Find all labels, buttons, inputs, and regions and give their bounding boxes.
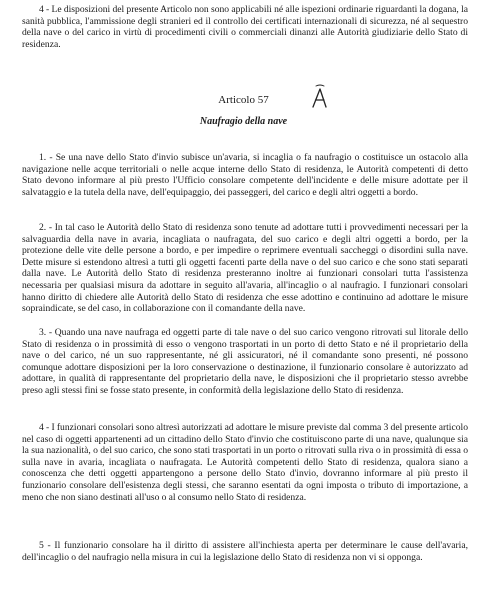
article-title: Articolo 57 (218, 94, 269, 106)
paragraph-4: 4 - I funzionari consolari sono altresì autorizzati ad adottare le misure previste dal comma 3 del presente articolo nel caso di oggetti appartenenti ad un cittadino dello Stato d'invio che costituiscono parte di una nave, qualunque sia la sua nazionalità, o del suo carico, che sono stati trasportati in un porto o ritrovati sulla riva o in prossimità di essa o sulla nave in avaria, incagliata o naufragata. Le Autorità competenti dello Stato di residenza, qualora siano a conoscenza che detti oggetti appartengono a persone dello Stato d'invio, dovranno informare al più presto il funzionario consolare dell'esistenza degli stessi, che saranno esentati da ogni imposta o tributo di importazione, a meno che non siano destinati all'uso o al consumo nello Stato di residenza. (22, 422, 468, 503)
paragraph-previous-article-4: 4 - Le disposizioni del presente Articolo non sono applicabili né alle ispezioni ordinarie riguardanti la dogana, la sanità pubblica, l'ammissione degli stranieri ed il controllo dei certificati internazionali di sicurezza, né al sequestro della nave o del carico in virtù di procedimenti civili o commerciali dinanzi alle Autorità giudiziarie dello Stato di residenza. (22, 4, 468, 50)
paragraph-5: 5 - Il funzionario consolare ha il diritto di assistere all'inchiesta aperta per determinare le cause dell'avaria, dell'incaglio o del naufragio nella misura in cui la legislazione dello Stato di residenza non vi si opponga. (22, 540, 468, 563)
article-subtitle: Naufragio della nave (199, 116, 288, 127)
paragraph-3: 3. - Quando una nave naufraga ed oggetti parte di tale nave o del suo carico vengono ritrovati sul litorale dello Stato di residenza o in prossimità di esso o vengono trasportati in un porto di detto Stato e né il proprietario della nave o del carico, né un suo rappresentante, né gli assicuratori, né il comandante sono presenti, né possono comunque adottare disposizioni per la loro conservazione o destinazione, il funzionario consolare è autorizzato ad adottare, in qualità di rappresentante del proprietario della nave, le disposizioni che il proprietario stesso avrebbe preso agli stessi fini se fosse stato presente, in conformità della legislazione dello Stato di residenza. (22, 327, 468, 396)
paragraph-1: 1. - Se una nave dello Stato d'invio subisce un'avaria, si incaglia o fa naufragio o costituisce un ostacolo alla navigazione nelle acque territoriali o nelle acque interne dello Stato di residenza, le Autorità competenti di detto Stato devono informare al più presto l'Ufficio consolare competente dell'incidente e delle misure adottate per il salvataggio e la tutela della nave, dell'equipaggio, dei passeggeri, del carico e degli altri oggetti a bordo. (22, 152, 468, 198)
paragraph-2: 2. - In tal caso le Autorità dello Stato di residenza sono tenute ad adottare tutti i provvedimenti necessari per la salvaguardia della nave in avaria, incagliata o naufragata, del suo carico e degli altri oggetti a bordo, per la protezione delle vite delle persone a bordo, e per impedire o reprimere eventuali saccheggi o disordini sulla nave. Dette misure si estendono altresì a tutti gli oggetti facenti parte della nave o del suo carico e che sono stati separati dalla nave. Le Autorità dello Stato di residenza presteranno inoltre ai funzionari consolari tutta l'assistenza necessaria per qualsiasi misura da adottare in seguito all'avaria, all'incaglio o al naufragio. I funzionari consolari hanno diritto di chiedere alle Autorità dello Stato di residenza che esse adottino e continuino ad adottare le misure sopraindicate, se del caso, in collaborazione con il comandante della nave. (22, 222, 468, 315)
